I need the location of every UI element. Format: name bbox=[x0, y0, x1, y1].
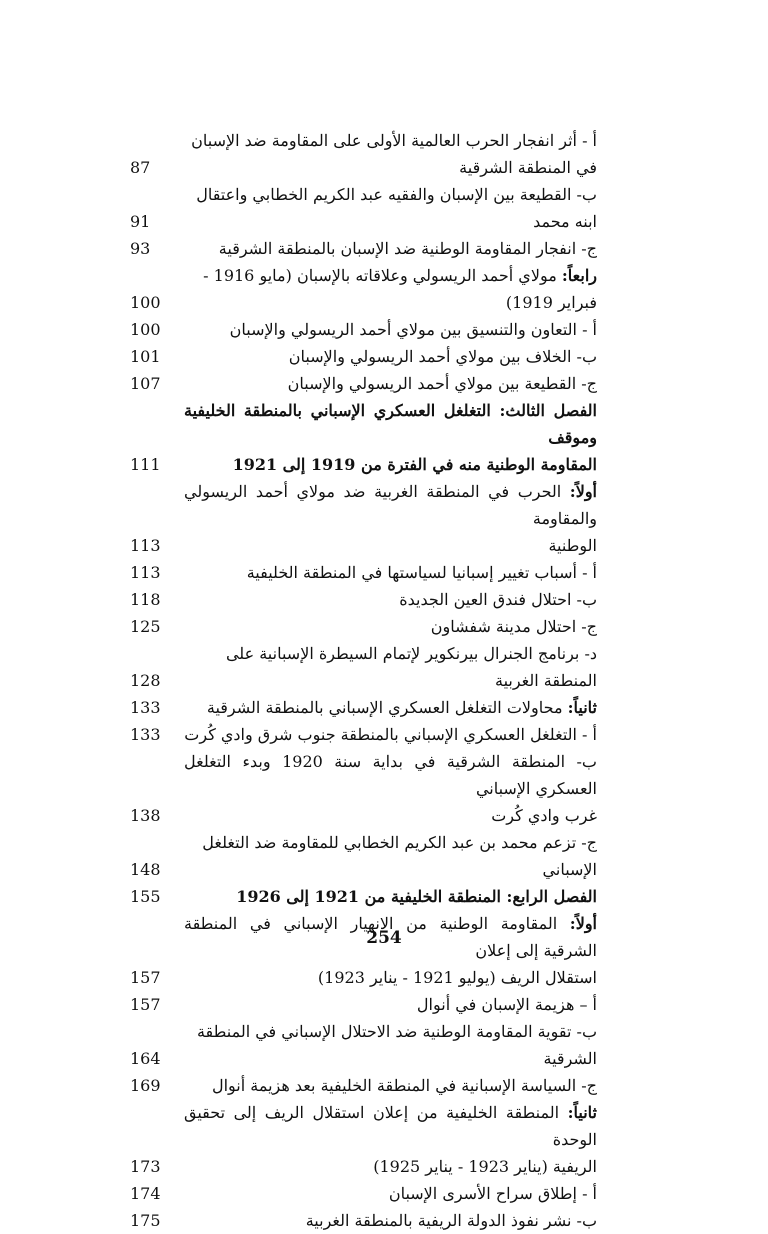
toc-page-number: 155 bbox=[130, 887, 161, 906]
toc-entry bbox=[130, 478, 597, 532]
toc-entry-title: ب- تقوية المقاومة الوطنية ضد الاحتلال الإسباني في المنطقة الشرقية bbox=[196, 1022, 597, 1068]
toc-page-number: 100 bbox=[130, 293, 161, 312]
toc-entry bbox=[130, 1099, 597, 1153]
toc-entry-title: أ - أسباب تغيير إسبانيا لسياستها في المنطقة الخليفية bbox=[246, 563, 597, 582]
toc-entry bbox=[130, 586, 597, 613]
toc-entry bbox=[130, 235, 597, 262]
toc-page-number: 125 bbox=[130, 617, 161, 636]
toc-entry-text: مولاي أحمد الريسولي وعلاقاته بالإسبان (مايو 1916 - فبراير 1919) bbox=[203, 266, 597, 312]
toc-entry-title: ج- السياسة الإسبانية في المنطقة الخليفية بعد هزيمة أنوال bbox=[211, 1076, 597, 1095]
toc-entry bbox=[130, 262, 597, 316]
toc-entry-title: غرب وادي كُرت bbox=[491, 806, 597, 825]
toc-entry-title: أ - التغلغل العسكري الإسباني بالمنطقة جنوب شرق وادي كُرت bbox=[184, 725, 597, 744]
toc-page-number: 174 bbox=[130, 1184, 161, 1203]
toc-page-number: 157 bbox=[130, 968, 161, 987]
toc-entry bbox=[130, 451, 597, 478]
toc-entry-text: المنطقة الخليفية من إعلان استقلال الريف إلى تحقيق الوحدة bbox=[184, 1103, 597, 1149]
toc-entry bbox=[130, 1180, 597, 1207]
toc-entry bbox=[130, 316, 597, 343]
toc-entry-title: ب- نشر نفوذ الدولة الريفية بالمنطقة الغربية bbox=[305, 1211, 597, 1230]
toc-entry-title: ب- الخلاف بين مولاي أحمد الريسولي والإسبان bbox=[288, 347, 597, 366]
toc-page-number: 169 bbox=[130, 1076, 161, 1095]
page-number: 254 bbox=[366, 928, 402, 948]
toc-entry-title: أ - أثر انفجار الحرب العالمية الأولى على المقاومة ضد الإسبان في المنطقة الشرقية bbox=[191, 131, 597, 177]
toc-page-number: 87 bbox=[130, 158, 151, 177]
toc-entry-text: محاولات التغلغل العسكري الإسباني بالمنطقة الشرقية bbox=[206, 698, 568, 717]
toc-entry-title: الوطنية bbox=[548, 536, 597, 555]
toc-entry bbox=[130, 127, 597, 181]
toc-entry bbox=[130, 181, 597, 235]
toc-page-number: 133 bbox=[130, 698, 161, 717]
toc-entry-title: أ - التعاون والتنسيق بين مولاي أحمد الريسولي والإسبان bbox=[229, 320, 597, 339]
toc-page-number: 173 bbox=[130, 1157, 161, 1176]
toc-entry-text: المقاومة الوطنية من الانهيار الإسباني في المنطقة الشرقية إلى إعلان bbox=[184, 914, 597, 960]
toc-page-number: 164 bbox=[130, 1049, 161, 1068]
toc-entry-title: الفصل الرابع: المنطقة الخليفية من 1921 إلى 1926 bbox=[236, 887, 597, 906]
toc-page-number: 93 bbox=[130, 239, 151, 258]
toc-entry bbox=[130, 559, 597, 586]
toc-page-number: 148 bbox=[130, 860, 161, 879]
toc-entry bbox=[130, 370, 597, 397]
toc-entry bbox=[130, 829, 597, 883]
toc-page-number: 157 bbox=[130, 995, 161, 1014]
toc-entry-title: أ – هزيمة الإسبان في أنوال bbox=[416, 995, 597, 1014]
toc-entry-title: ج- القطيعة بين مولاي أحمد الريسولي والإسبان bbox=[287, 374, 597, 393]
toc-page-number: 107 bbox=[130, 374, 161, 393]
toc-entry bbox=[130, 1153, 597, 1180]
toc-entry-lead: أولاً: bbox=[569, 482, 597, 501]
toc-entry-title: استقلال الريف (يوليو 1921 - يناير 1923) bbox=[317, 968, 597, 987]
toc-entry-title: أ - إطلاق سراح الأسرى الإسبان bbox=[388, 1184, 597, 1203]
toc-entry-lead: رابعاً: bbox=[561, 266, 597, 285]
toc-entry-title: ب- القطيعة بين الإسبان والفقيه عبد الكريم الخطابي واعتقال ابنه محمد bbox=[196, 185, 597, 231]
table-of-contents bbox=[130, 127, 597, 1234]
toc-entry-title bbox=[166, 478, 597, 532]
toc-entry-title: د- برنامج الجنرال بيرنكوير لإتمام السيطرة الإسبانية على المنطقة الغربية bbox=[225, 644, 597, 690]
toc-page-number: 175 bbox=[130, 1211, 161, 1230]
toc-entry bbox=[130, 532, 597, 559]
toc-entry-title: الريفية (يناير 1923 - يناير 1925) bbox=[373, 1157, 597, 1176]
toc-entry-text: الحرب في المنطقة الغربية ضد مولاي أحمد الريسولي والمقاومة bbox=[184, 482, 597, 528]
toc-entry-title: ج- انفجار المقاومة الوطنية ضد الإسبان بالمنطقة الشرقية bbox=[218, 239, 597, 258]
toc-page-number: 128 bbox=[130, 671, 161, 690]
toc-entry bbox=[130, 748, 597, 802]
toc-page-number: 138 bbox=[130, 806, 161, 825]
toc-entry-lead: ثانياً: bbox=[567, 698, 597, 717]
toc-page-number: 133 bbox=[130, 725, 161, 744]
toc-entry-title: ب- المنطقة الشرقية في بداية سنة 1920 وبدء التغلغل العسكري الإسباني bbox=[184, 752, 597, 798]
toc-entry bbox=[130, 613, 597, 640]
toc-entry-title: ج- احتلال مدينة شفشاون bbox=[430, 617, 597, 636]
toc-entry bbox=[130, 991, 597, 1018]
toc-entry-lead: أولاً: bbox=[569, 914, 597, 933]
toc-entry bbox=[130, 721, 597, 748]
toc-entry-title: ب- احتلال فندق العين الجديدة bbox=[399, 590, 597, 609]
toc-entry bbox=[130, 397, 597, 451]
toc-page-number: 100 bbox=[130, 320, 161, 339]
toc-page-number: 91 bbox=[130, 212, 151, 231]
toc-entry-title: المقاومة الوطنية منه في الفترة من 1919 إلى 1921 bbox=[232, 455, 597, 474]
toc-entry-title bbox=[166, 694, 597, 721]
toc-entry-lead: ثانياً: bbox=[567, 1103, 597, 1122]
toc-page-number: 113 bbox=[130, 536, 161, 555]
toc-entry bbox=[130, 1207, 597, 1234]
toc-page-number: 113 bbox=[130, 563, 161, 582]
toc-entry-title bbox=[166, 262, 597, 316]
toc-entry-title bbox=[166, 1099, 597, 1153]
toc-entry-title: الفصل الثالث: التغلغل العسكري الإسباني بالمنطقة الخليفية وموقف bbox=[184, 401, 597, 447]
toc-page-number: 101 bbox=[130, 347, 161, 366]
toc-entry bbox=[130, 802, 597, 829]
toc-page-number: 111 bbox=[130, 455, 161, 474]
toc-page-number: 118 bbox=[130, 590, 161, 609]
toc-entry bbox=[130, 1018, 597, 1072]
toc-entry bbox=[130, 1072, 597, 1099]
toc-entry bbox=[130, 640, 597, 694]
toc-entry bbox=[130, 343, 597, 370]
toc-entry-title: ج- تزعم محمد بن عبد الكريم الخطابي للمقاومة ضد التغلغل الإسباني bbox=[202, 833, 597, 879]
toc-entry bbox=[130, 883, 597, 910]
toc-entry bbox=[130, 964, 597, 991]
toc-entry bbox=[130, 694, 597, 721]
